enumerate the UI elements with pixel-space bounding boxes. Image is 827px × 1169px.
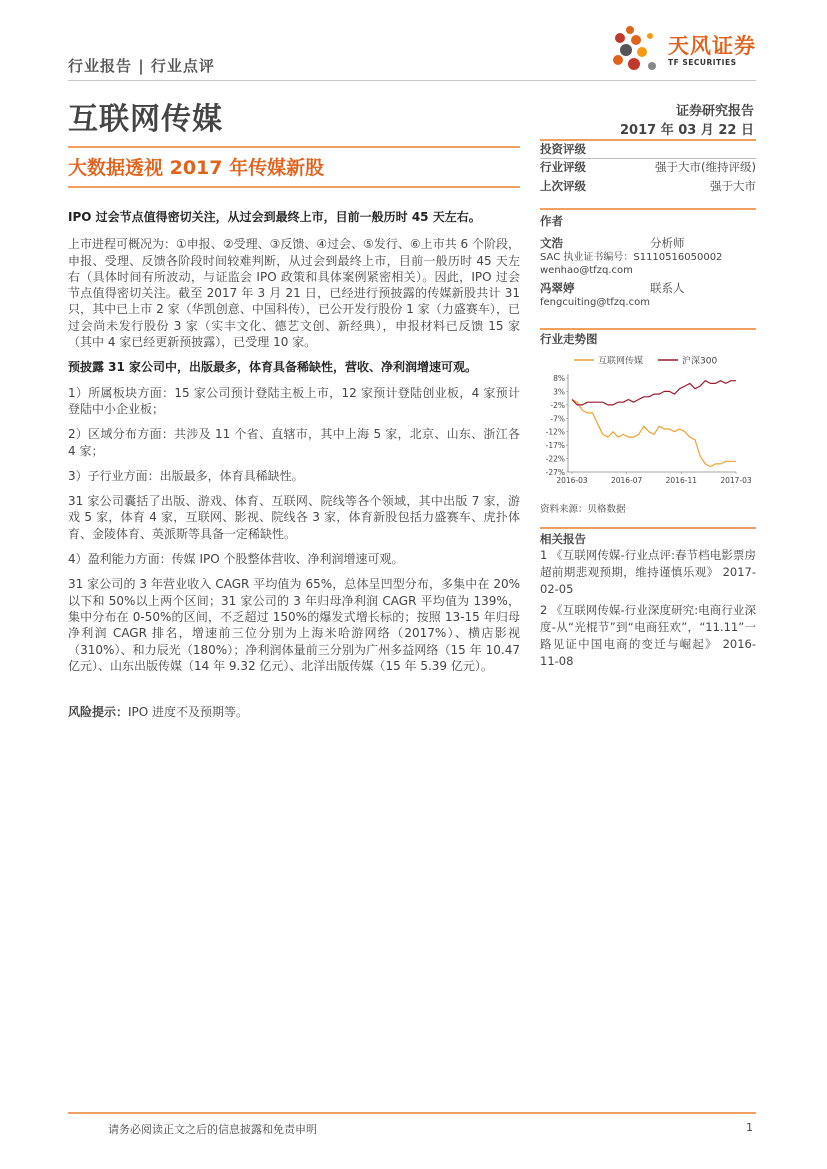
rating-heading: 投资评级: [540, 142, 586, 156]
related-report-2[interactable]: 2 《互联网传媒-行业深度研究:电商行业深度-从“光棍节”到“电商狂欢”，“11.11”一路见证中国电商的变迁与崛起》 2016-11-08: [540, 603, 756, 668]
y-tick-label: 8%: [553, 374, 565, 383]
x-tick-label: 2017-03: [720, 476, 752, 485]
industry-rating-value: 强于大市(维持评级): [655, 160, 756, 174]
x-tick-label: 2016-11: [665, 476, 698, 485]
x-tick-label: 2016-03: [556, 476, 588, 485]
prev-rating-row: [540, 177, 756, 196]
author-block: [540, 212, 756, 309]
author-2-name: 冯翠婷: [540, 281, 575, 295]
y-tick-label: -27%: [545, 468, 565, 477]
paragraph-subsector: 3）子行业方面：出版最多，体育具稀缺性。: [68, 468, 304, 483]
y-tick-label: -12%: [545, 427, 565, 437]
logo-cn-text: 天风证券: [668, 34, 756, 58]
industry-rating-label: 行业评级: [540, 160, 586, 174]
report-type: 证券研究报告: [675, 104, 754, 119]
risk-text: IPO 进度不及预期等。: [128, 705, 249, 720]
title-divider-bottom: [68, 186, 520, 188]
title-divider-top: [68, 146, 520, 148]
trend-heading: 行业走势图: [540, 332, 598, 346]
rating-block: [540, 141, 756, 196]
author-2-row: [540, 281, 756, 296]
x-tick-label: 2016-07: [610, 476, 643, 485]
header-divider: [68, 80, 756, 81]
y-tick-label: -7%: [550, 414, 565, 424]
paragraph-cagr: 31 家公司的 3 年营业收入 CAGR 平均值为 65%，总体呈凹型分布，多集中在 20%以下和 50%以上两个区间；31 家公司的 3 年归母净利润 CAGR 平均值为 139%，集中分布在 0-50%的区间，不乏超过 150%的爆发式增长标的；按照 13-15 年归母净利润 CAGR 排名，增速前三位分别为上海米哈游网络（2017%）、横店影视（310%）、和力辰光（180%）；净利润体量前三分别为广州多益网络（15 年 10.47 亿元）、山东出版传媒（14 年 9.32 亿元）、北洋出版传媒（15 年 5.39 亿元）。: [68, 577, 520, 673]
chart-series: [572, 381, 736, 467]
related-divider: [540, 527, 756, 529]
legend-label: 互联网传媒: [598, 356, 644, 367]
paragraph-sectors-detail: 31 家公司囊括了出版、游戏、体育、互联网、院线等各个领域，其中出版 7 家，游戏 5 家，体育 4 家，互联网、影视、院线各 3 家，体育新股包括力盛赛车、虎扑体育、金陵体育、英派斯等具备一定稀缺性。: [68, 494, 520, 541]
y-tick-label: -2%: [550, 400, 565, 410]
chart-legend: [574, 355, 717, 367]
footer-divider: [68, 1112, 756, 1114]
author-1-cert: SAC 执业证书编号：S1110516050002: [540, 252, 723, 263]
paragraph-region: 2）区域分布方面：共涉及 11 个省、直辖市，其中上海 5 家，北京、山东、浙江各 4 家；: [68, 427, 520, 458]
y-tick-label: 3%: [553, 387, 565, 397]
chart-source: 资料来源：贝格数据: [540, 504, 626, 515]
paragraph-ipo-process: 上市进程可概况为：①申报、②受理、③反馈、④过会、⑤发行、⑥上市共 6 个阶段，申报、受理、反馈各阶段时间较难判断，从过会到最终上市，目前一般历时 45 天左右（具体时间有所波动，与证监会 IPO 政策和具体案例紧密相关）。因此，IPO 过会节点值得密切关注。截至 2017 年 3 月 21 日，已经进行预披露的传媒新股共计 31 只，其中已上市 2 家（华凯创意、中国科传），已公开发行股份 1 家（力盛赛车），已过会尚未发行股份 3 家（实丰文化、德艺文创、新经典），申报材料已反馈 15 家（其中 4 家已经更新预披露），已受理 10 家。: [68, 237, 520, 350]
page-number: 1: [746, 1121, 753, 1134]
legend-label: 沪深300: [682, 356, 718, 367]
author-2-email[interactable]: fengcuiting@tfzq.com: [540, 297, 650, 308]
report-date: 2017 年 03 月 22 日: [620, 123, 754, 138]
author-1-row: [540, 236, 756, 251]
risk-label: 风险提示：: [68, 705, 129, 720]
risk-warning: [68, 704, 520, 720]
paragraph-profitability: 4）盈利能力方面：传媒 IPO 个股整体营收、净利润增速可观。: [68, 552, 404, 567]
rating-divider: [540, 158, 756, 159]
report-headline: 大数据透视 2017 年传媒新股: [68, 157, 325, 179]
related-report-1[interactable]: 1 《互联网传媒-行业点评:春节档电影票房超前期悲观预期，维持谨慎乐观》 2017-02-05: [540, 548, 756, 596]
industry-rating-row: [540, 158, 756, 177]
main-body: [68, 209, 520, 729]
related-heading: 相关报告: [540, 532, 586, 546]
industry-trend-chart: [538, 350, 756, 490]
author-divider: [540, 208, 756, 210]
trend-divider: [540, 328, 756, 330]
sector-title: 互联网传媒: [68, 102, 223, 137]
prev-rating-label: 上次评级: [540, 179, 586, 193]
y-tick-label: -17%: [545, 441, 565, 451]
y-tick-label: -22%: [545, 454, 565, 464]
key-point-2: 预披露 31 家公司中，出版最多，体育具备稀缺性，营收、净利润增速可观。: [68, 360, 478, 375]
logo-en-text: TF SECURITIES: [668, 58, 737, 67]
prev-rating-value: 强于大市: [710, 179, 756, 193]
footer-disclaimer: 请务必阅读正文之后的信息披露和免责申明: [108, 1123, 317, 1136]
series-line-2: [572, 381, 736, 405]
series-line-1: [572, 400, 736, 467]
key-point-1: IPO 过会节点值得密切关注，从过会到最终上市，目前一般历时 45 天左右。: [68, 210, 481, 224]
report-category: 行业报告 | 行业点评: [68, 57, 215, 75]
author-1-email[interactable]: wenhao@tfzq.com: [540, 265, 633, 276]
chart-axes: [546, 374, 752, 485]
author-heading: 作者: [540, 214, 563, 228]
author-1-role: 分析师: [650, 236, 685, 250]
paragraph-board: 1）所属板块方面：15 家公司预计登陆主板上市，12 家预计登陆创业板，4 家预计登陆中小企业板；: [68, 385, 520, 416]
related-list: [540, 547, 756, 670]
author-1-name: 文浩: [540, 236, 563, 250]
author-2-role: 联系人: [650, 281, 685, 295]
